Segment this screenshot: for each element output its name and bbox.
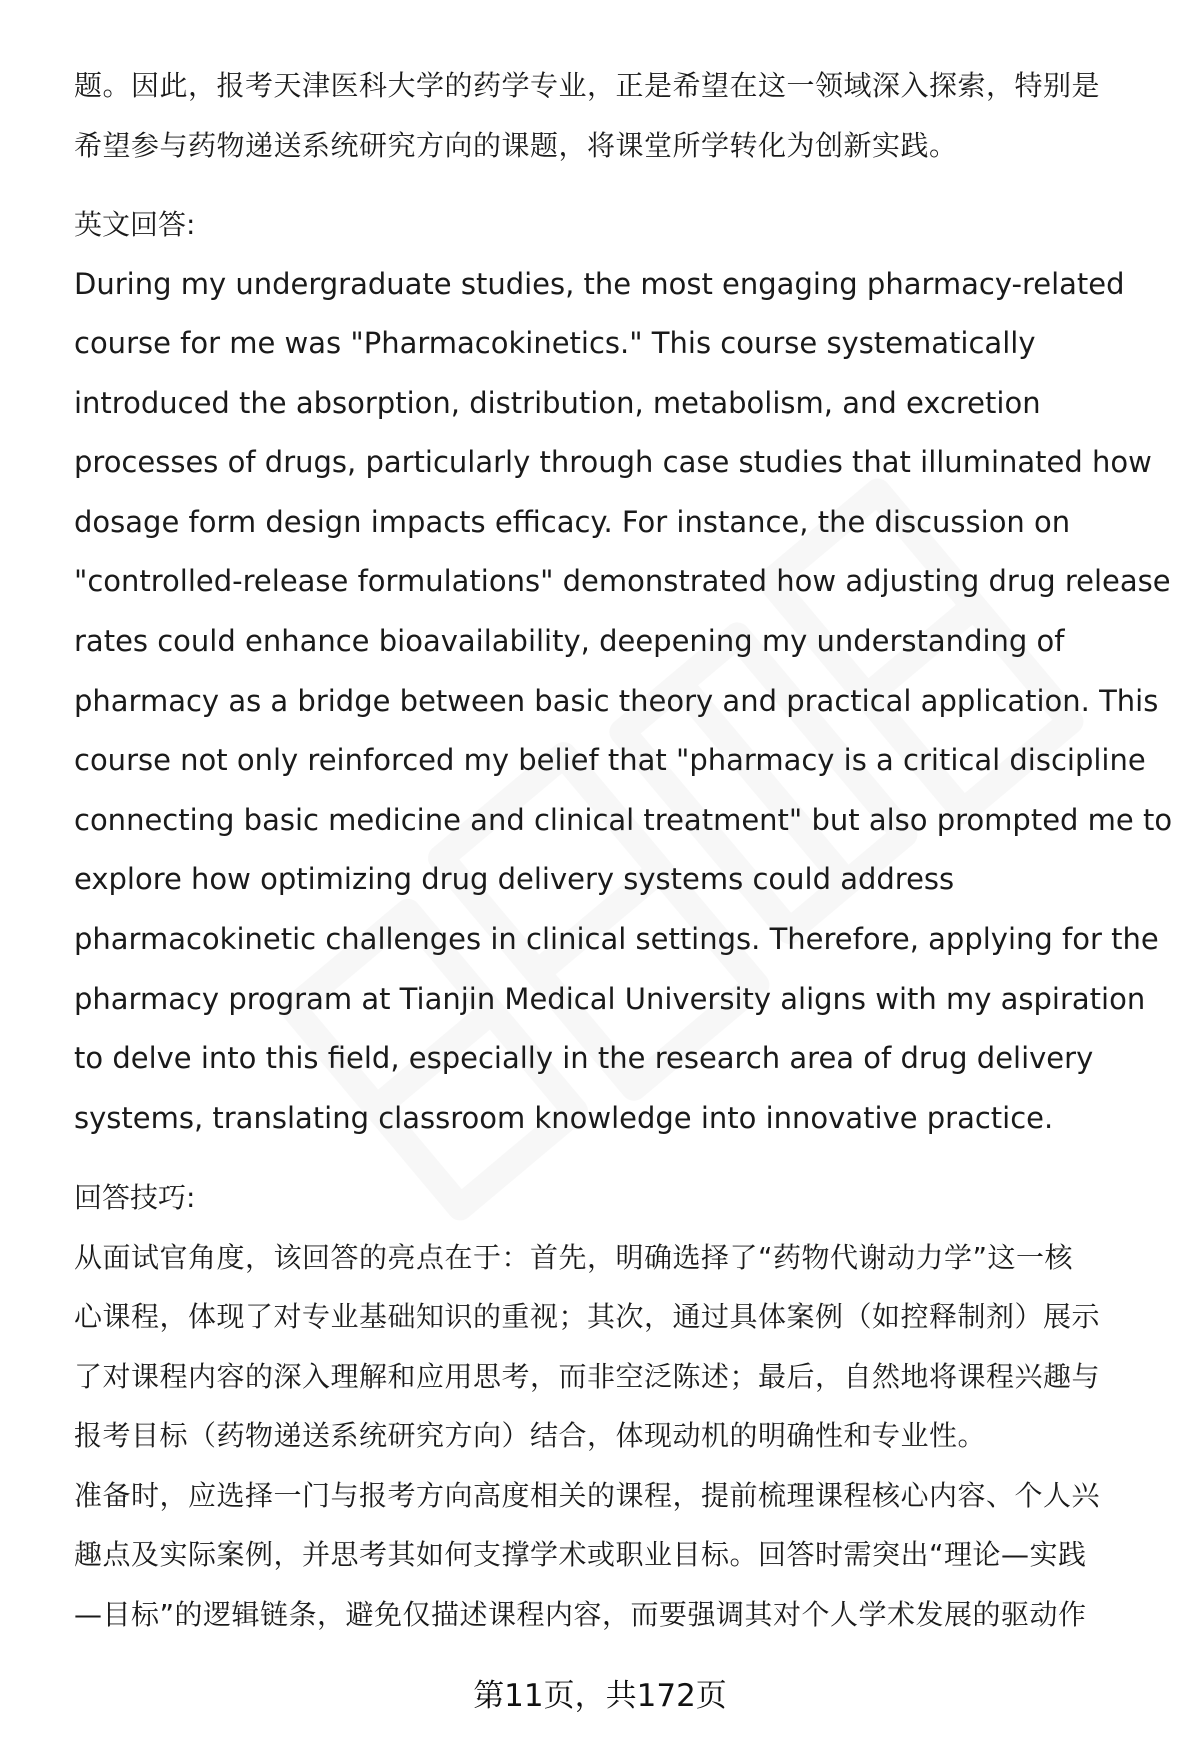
text-line: pharmacy program at Tianjin Medical University aligns with my aspiration (74, 981, 1146, 1016)
page-number-footer: 第11页，共172页 (473, 1678, 727, 1714)
text-line: pharmacokinetic challenges in clinical settings. Therefore, applying for the (74, 922, 1159, 957)
text-line: 趣点及实际案例，并思考其如何支撑学术或职业目标。回答时需突出“理论—实践 (74, 1538, 1087, 1572)
text-line: connecting basic medicine and clinical treatment" but also prompted me to (74, 802, 1173, 837)
text-line: processes of drugs, particularly through case studies that illuminated how (74, 445, 1152, 480)
text-line: 心课程，体现了对专业基础知识的重视；其次，通过具体案例（如控释制剂）展示 (74, 1300, 1101, 1334)
text-line: dosage form design impacts efficacy. For instance, the discussion on (74, 504, 1071, 539)
text-line: —目标”的逻辑链条，避免仅描述课程内容，而要强调其对个人学术发展的驱动作 (74, 1597, 1087, 1631)
text-line: systems, translating classroom knowledge into innovative practice. (74, 1100, 1054, 1135)
text-line: 希望参与药物递送系统研究方向的课题，将课堂所学转化为创新实践。 (74, 128, 958, 162)
text-line: 报考目标（药物递送系统研究方向）结合，体现动机的明确性和专业性。 (74, 1419, 987, 1453)
text-line: course not only reinforced my belief that "pharmacy is a critical discipline (74, 743, 1146, 778)
text-line: 题。因此，报考天津医科大学的药学专业，正是希望在这一领域深入探索，特别是 (74, 69, 1101, 102)
tips-paragraph-2 (74, 1466, 1160, 1645)
text-line: 了对课程内容的深入理解和应用思考，而非空泛陈述；最后，自然地将课程兴趣与 (74, 1359, 1101, 1393)
text-line: 从面试官角度，该回答的亮点在于：首先，明确选择了“药物代谢动力学”这一核 (74, 1240, 1074, 1274)
content-area (74, 56, 1173, 1644)
text-line: to delve into this field, especially in the research area of drug delivery (74, 1041, 1094, 1076)
answer-tips-heading: 回答技巧: (74, 1181, 196, 1215)
text-line: "controlled-release formulations" demonstrated how adjusting drug release (74, 564, 1171, 599)
text-line: course for me was "Pharmacokinetics." This course systematically (74, 326, 1036, 361)
text-line: 准备时，应选择一门与报考方向高度相关的课程，提前梳理课程核心内容、个人兴 (74, 1478, 1101, 1512)
text-line: introduced the absorption, distribution, metabolism, and excretion (74, 385, 1041, 420)
text-line: pharmacy as a bridge between basic theory and practical application. This (74, 683, 1159, 718)
intro-paragraph (74, 56, 1160, 175)
tips-paragraph-1 (74, 1228, 1160, 1466)
text-line: During my undergraduate studies, the most engaging pharmacy-related (74, 266, 1125, 301)
english-answer-paragraph (74, 255, 1173, 1149)
english-answer-heading: 英文回答: (74, 208, 196, 241)
text-line: explore how optimizing drug delivery systems could address (74, 862, 955, 897)
text-line: rates could enhance bioavailability, deepening my understanding of (74, 624, 1065, 659)
